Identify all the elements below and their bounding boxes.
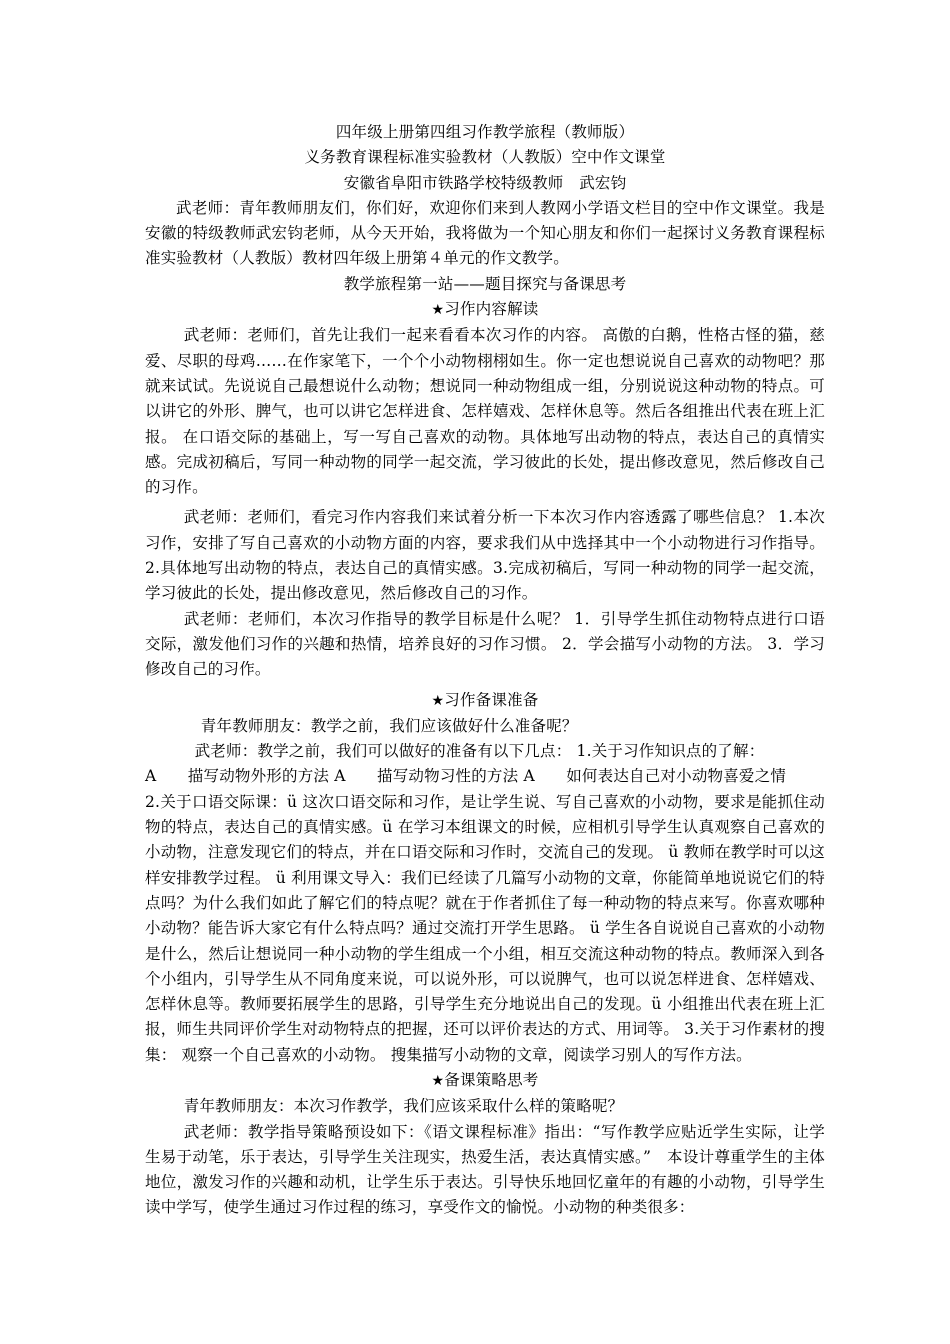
intro-paragraph: 武老师：青年教师朋友们，你们好，欢迎你们来到人教网小学语文栏目的空中作文课堂。我是安徽的特级教师武宏钧老师，从今天开始，我将做为一个知心朋友和你们一起探讨义务教育课程标准实验教材（人教版）教材四年级上册第４单元的作文教学。 bbox=[145, 198, 825, 268]
prep-answer-rest: 2.关于口语交际课：ü 这次口语交际和习作，是让学生说、写自己喜欢的小动物，要求是能抓住动物的特点，表达自己的真情实感。ü 在学习本组课文的时候，应相机引导学生认真观察自己喜欢的小动物，注意发现它们的特点，并在口语交际和习作时，交流自己的发现。 ü 教师在教学时可以这样安排教学过程。 ü 利用课文导入：我们已经读了几篇写小动物的文章，你能简单地说说它们的特点吗？为什么我们如此了解它们的特点呢？就在于作者抓住了每一种动物的特点来写。你喜欢哪种小动物？能告诉大家它有什么特点吗？通过交流打开学生思路。 ü 学生各自说说自己喜欢的小动物是什么，然后让想说同一种小动物的学生组成一个小组，相互交流这种动物的特点。教师深入到各个小组内，引导学生从不同角度来说，可以说外形，可以说脾气，也可以说怎样进食、怎样嬉戏、怎样休息等。教师要拓展学生的思路，引导学生充分地说出自己的发现。ü 小组推出代表在班上汇报，师生共同评价学生对动物特点的把握，还可以评价表达的方式、用词等。 3.关于习作素材的搜集： 观察一个自己喜欢的小动物。 搜集描写小动物的文章，阅读学习别人的写作方法。 bbox=[145, 792, 825, 1064]
star-icon: ★ bbox=[431, 302, 445, 319]
section-heading-content bbox=[145, 297, 825, 323]
document-author: 安徽省阜阳市铁路学校特级教师 武宏钧 bbox=[343, 173, 627, 192]
content-paragraph-2: 武老师：老师们，看完习作内容我们来试着分析一下本次习作内容透露了哪些信息？ 1.本次习作，安排了写自己喜欢的小动物方面的内容，要求我们从中选择其中一个小动物进行习作指导。2.具体地写出动物的特点，表达自己的真情实感。3.完成初稿后，写同一种动物的同学一起交流，学习彼此的长处，提出修改意见，然后修改自己的习作。 bbox=[145, 508, 825, 603]
section-heading-text: 习作备课准备 bbox=[444, 690, 539, 709]
prep-answer-list: A 描写动物外形的方法 A 描写动物习性的方法 A 如何表达自己对小动物喜爱之情 bbox=[145, 767, 787, 786]
section-heading-prep bbox=[145, 688, 825, 714]
prep-question: 青年教师朋友：教学之前，我们应该做好什么准备呢？ bbox=[200, 716, 578, 735]
star-icon: ★ bbox=[431, 692, 445, 709]
document-page bbox=[145, 120, 825, 1221]
document-subtitle: 义务教育课程标准实验教材（人教版）空中作文课堂 bbox=[304, 148, 666, 167]
section-heading-text: 习作内容解读 bbox=[444, 300, 539, 319]
document-title: 四年级上册第四组习作教学旅程（教师版） bbox=[335, 123, 635, 141]
station-heading: 教学旅程第一站——题目探究与备课思考 bbox=[343, 274, 627, 293]
section-heading-strategy bbox=[145, 1068, 825, 1094]
content-paragraph-1: 武老师：老师们，首先让我们一起来看看本次习作的内容。 高傲的白鹅，性格古怪的猫，慈爱、尽职的母鸡……在作家笔下，一个个小动物栩栩如生。你一定也想说说自己喜欢的动物吧？那就来试试。先说说自己最想说什么动物；想说同一种动物组成一组，分别说说这种动物的特点。可以讲它的外形、脾气，也可以讲它怎样进食、怎样嬉戏、怎样休息等。然后各组推出代表在班上汇报。 在口语交际的基础上，写一写自己喜欢的动物。具体地写出动物的特点，表达自己的真情实感。完成初稿后，写同一种动物的同学一起交流，学习彼此的长处，提出修改意见，然后修改自己的习作。 bbox=[145, 326, 825, 497]
strategy-question: 青年教师朋友：本次习作教学，我们应该采取什么样的策略呢？ bbox=[183, 1097, 624, 1116]
content-paragraph-3: 武老师：老师们，本次习作指导的教学目标是什么呢？ 1．引导学生抓住动物特点进行口语交际，激发他们习作的兴趣和热情，培养良好的习作习惯。 2．学会描写小动物的方法。 3．学习修改自己的习作。 bbox=[145, 609, 825, 679]
strategy-answer: 武老师：教学指导策略预设如下：《语文课程标准》指出：“写作教学应贴近学生实际，让学生易于动笔，乐于表达，引导学生关注现实，热爱生活，表达真情实感。” 本设计尊重学生的主体地位，激发习作的兴趣和动机，让学生乐于表达。引导快乐地回忆童年的有趣的小动物，引导学生读中学写，使学生通过习作过程的练习，享受作文的愉悦。小动物的种类很多： bbox=[145, 1122, 825, 1217]
section-heading-text: 备课策略思考 bbox=[444, 1070, 539, 1089]
prep-answer-first: 武老师：教学之前，我们可以做好的准备有以下几点： 1.关于习作知识点的了解： bbox=[194, 742, 765, 761]
star-icon: ★ bbox=[431, 1072, 445, 1089]
